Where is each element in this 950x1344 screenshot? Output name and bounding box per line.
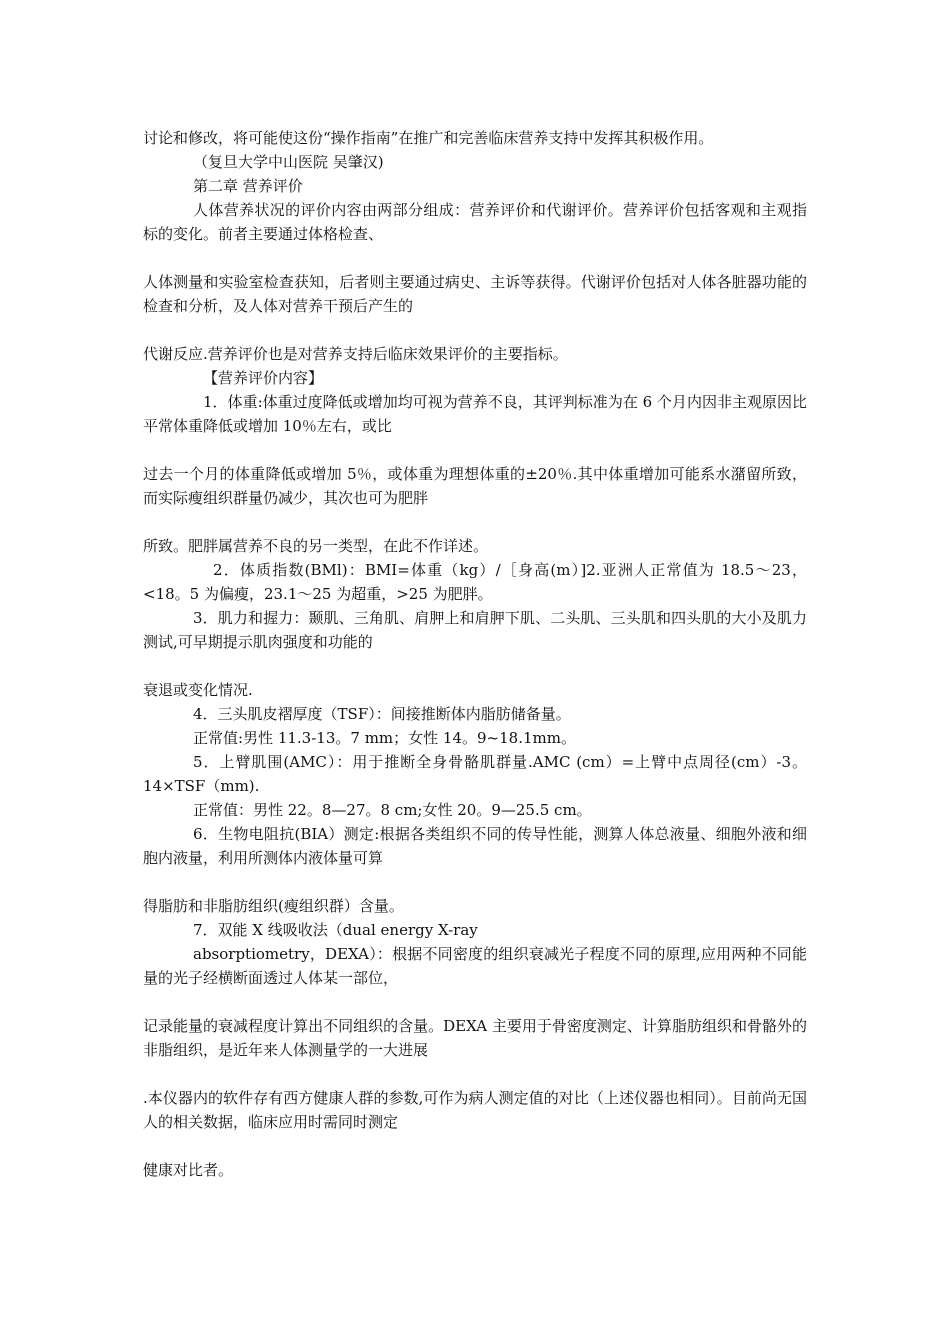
item-muscle-strength-2: 衰退或变化情况. [143,681,253,699]
item-weight-3: 所致。肥胖属营养不良的另一类型，在此不作详述。 [143,537,489,555]
author-credit: （复旦大学中山医院 吴肇汉) [193,153,384,171]
section-heading-content: 【营养评价内容】 [203,369,324,387]
item-dexa-5: 健康对比者。 [143,1161,234,1179]
item-muscle-strength-1: 3．肌力和握力：颞肌、三角肌、肩胛上和肩胛下肌、二头肌、三头肌和四头肌的大小及肌力测试,可早期提示肌肉强度和功能的 [143,609,807,651]
item-bmi: 2．体质指数(BMl)：BMI=体重（kg）/［身高(m）]2.亚洲人正常值为 18.5～23，<18。5 为偏瘦，23.1～25 为超重，>25 为肥胖。 [143,561,807,603]
paragraph-overview-2: 人体测量和实验室检查获知，后者则主要通过病史、主诉等获得。代谢评价包括对人体各脏器功能的检查和分析，及人体对营养干预后产生的 [143,273,807,315]
item-dexa-3: 记录能量的衰减程度计算出不同组织的含量。DEXA 主要用于骨密度测定、计算脂肪组织和骨骼外的非脂组织，是近年来人体测量学的一大进展 [143,1017,807,1059]
document-body [143,126,807,1182]
item-amc-normal: 正常值：男性 22。8—27。8 cm;女性 20。9—25.5 cm。 [193,801,592,819]
item-dexa-2: absorptiometry，DEXA）：根据不同密度的组织衰减光子程度不同的原理,应用两种不同能量的光子经横断面透过人体某一部位， [143,945,807,987]
item-amc: 5．上臂肌围(AMC）：用于推断全身骨骼肌群量.AMC (cm）=上臂中点周径(cm）-3。14×TSF（mm). [143,753,807,795]
paragraph-intro-end: 讨论和修改，将可能使这份“操作指南”在推广和完善临床营养支持中发挥其积极作用。 [143,129,714,147]
item-weight-1: 1．体重:体重过度降低或增加均可视为营养不良，其评判标准为在 6 个月内因非主观原因比平常体重降低或增加 10％左右，或比 [143,393,807,435]
chapter-heading: 第二章 营养评价 [193,177,303,195]
item-weight-2: 过去一个月的体重降低或增加 5％，或体重为理想体重的±20％.其中体重增加可能系水潴留所致，而实际瘦组织群量仍减少，其次也可为肥胖 [143,465,807,507]
paragraph-overview-1: 人体营养状况的评价内容由两部分组成：营养评价和代谢评价。营养评价包括客观和主观指标的变化。前者主要通过体格检查、 [143,201,807,243]
item-tsf-normal: 正常值:男性 11.3-13。7 mm；女性 14。9~18.1mm。 [193,729,576,747]
item-bia-2: 得脂肪和非脂肪组织(瘦组织群）含量。 [143,897,404,915]
paragraph-overview-3: 代谢反应.营养评价也是对营养支持后临床效果评价的主要指标。 [143,345,568,363]
item-bia-1: 6．生物电阻抗(BIA）测定:根据各类组织不同的传导性能，测算人体总液量、细胞外液和细胞内液量，利用所测体内液体量可算 [143,825,807,867]
item-dexa-1: 7．双能 X 线吸收法（dual energy X-ray [193,921,478,939]
item-dexa-4: .本仪器内的软件存有西方健康人群的参数,可作为病人测定值的对比（上述仪器也相同）。目前尚无国人的相关数据，临床应用时需同时测定 [143,1089,807,1131]
item-tsf: 4．三头肌皮褶厚度（TSF）：间接推断体内脂肪储备量。 [193,705,571,723]
